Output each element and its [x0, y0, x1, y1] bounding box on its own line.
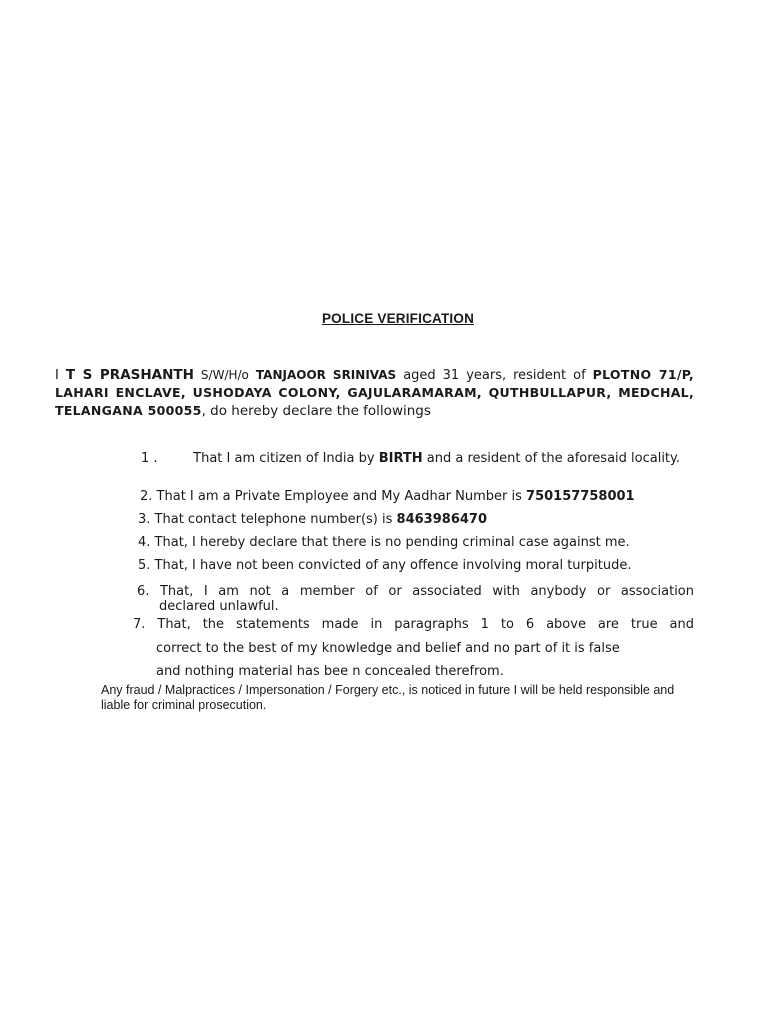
telephone-number: 8463986470	[396, 512, 488, 527]
item-number: 3.	[138, 512, 151, 527]
liability-statement: Any fraud / Malpractices / Impersonation / Forgery etc., is noticed in future I will be held responsible and liable for criminal prosecution.	[101, 683, 675, 712]
document-title: POLICE VERIFICATION	[321, 311, 475, 326]
item-text: That, I am not a member of or associated with anybody or association	[159, 584, 694, 599]
item-text: That I am a Private Employee and My Aadhar Number is	[156, 489, 522, 504]
resident-address: PLOTNO 71/P, LAHARI ENCLAVE, USHODAYA COLONY, GAJULARAMARAM, QUTHBULLAPUR, MEDCHAL, TELANGANA 500055	[55, 367, 694, 418]
declaration-item-2	[140, 489, 700, 504]
declarant-name: T S PRASHANTH	[65, 367, 194, 383]
relation-label: S/W/H/o	[200, 368, 249, 382]
item-line-2: correct to the best of my knowledge and belief and no part of it is false	[156, 640, 620, 656]
item-number: 7.	[133, 617, 146, 632]
intro-tail: , do hereby declare the followings	[201, 403, 431, 419]
intro-lead: I	[55, 368, 59, 383]
item-number: 5.	[138, 558, 151, 573]
item-line-3: and nothing material has bee n concealed therefrom.	[156, 664, 504, 679]
item-bold-value: BIRTH	[378, 451, 423, 466]
item-line-1	[137, 584, 694, 599]
item-number: 2.	[140, 489, 153, 504]
item-text: That, I hereby declare that there is no pending criminal case against me.	[154, 535, 630, 550]
declaration-item-1	[141, 451, 694, 466]
item-text-continued: and a resident of the aforesaid locality.	[426, 451, 681, 466]
declaration-item-6	[137, 584, 694, 614]
item-number: 1 .	[141, 451, 158, 466]
item-text: That contact telephone number(s) is	[154, 512, 393, 527]
age-text: aged 31 years, resident of	[403, 368, 586, 383]
parent-name: TANJAOOR SRINIVAS	[255, 368, 397, 382]
item-line-2: declared unlawful.	[159, 599, 279, 614]
item-text: That, the statements made in paragraphs 1 to 6 above are true and	[157, 617, 694, 632]
item-text: That, I have not been convicted of any offence involving moral turpitude.	[154, 558, 632, 573]
declaration-item-4	[138, 535, 698, 550]
item-line-1	[133, 613, 694, 637]
item-text: That I am citizen of India by	[193, 451, 375, 466]
item-number: 4.	[138, 535, 151, 550]
declaration-item-5	[138, 558, 698, 573]
declaration-intro	[55, 366, 694, 420]
item-number: 6.	[137, 584, 150, 599]
aadhar-number: 750157758001	[526, 489, 635, 504]
declaration-item-7	[133, 613, 694, 684]
declaration-item-3	[138, 512, 698, 527]
